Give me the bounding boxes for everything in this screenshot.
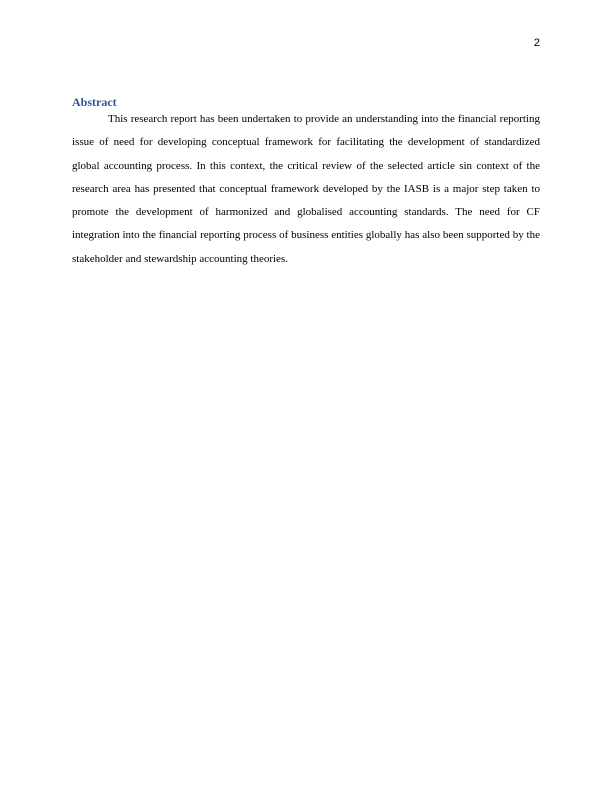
page-number: 2 <box>533 37 540 49</box>
abstract-body: This research report has been undertaken to provide an understanding into the financial reporting issue of need for developing conceptual framework for facilitating the development of standardized global accounting process. In this context, the critical review of the selected article sin context of the research area has presented that conceptual framework developed by the IASB is a major step taken to promote the development of harmonized and globalised accounting standards. The need for CF integration into the financial reporting process of business entities globally has also been supported by the stakeholder and stewardship accounting theories. <box>72 113 540 265</box>
abstract-section <box>72 95 540 271</box>
abstract-heading: Abstract <box>72 95 117 109</box>
